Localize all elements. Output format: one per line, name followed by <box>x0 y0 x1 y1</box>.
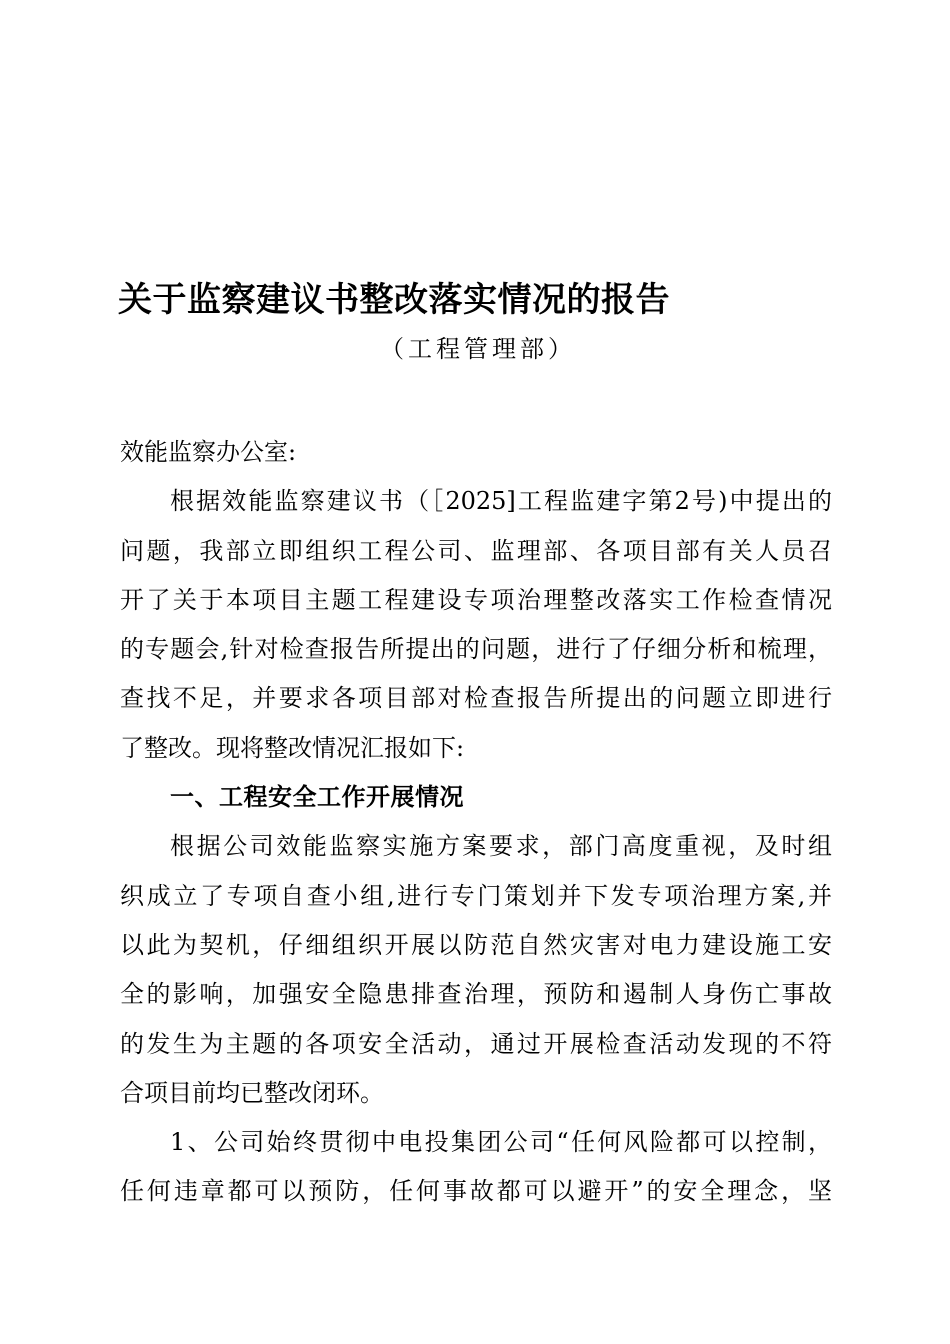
paragraph-line: 全的影响，加强安全隐患排查治理，预防和遏制人身伤亡事故 <box>120 980 832 1009</box>
document-subtitle: （工程管理部） <box>380 335 576 363</box>
paragraph-line: 根据公司效能监察实施方案要求，部门高度重视，及时组 <box>170 832 832 861</box>
salutation: 效能监察办公室: <box>120 438 297 466</box>
paragraph-line: 问题，我部立即组织工程公司、监理部、各项目部有关人员召 <box>120 536 832 565</box>
paragraph-line: 根据效能监察建议书（［2025]工程监建字第2号)中提出的 <box>170 487 832 516</box>
paragraph-line: 任何违章都可以预防，任何事故都可以避开”的安全理念，坚 <box>120 1177 832 1206</box>
paragraph-line: 的发生为主题的各项安全活动，通过开展检查活动发现的不符 <box>120 1029 832 1058</box>
paragraph-line: 的专题会,针对检查报告所提出的问题，进行了仔细分析和梳理， <box>120 635 832 664</box>
paragraph-line: 开了关于本项目主题工程建设专项治理整改落实工作检查情况 <box>120 585 832 614</box>
section-heading: 一、工程安全工作开展情况 <box>170 783 464 812</box>
paragraph-line: 合项目前均已整改闭环。 <box>120 1078 384 1107</box>
document-title: 关于监察建议书整改落实情况的报告 <box>118 280 670 320</box>
paragraph-line: 了整改。现将整改情况汇报如下: <box>120 733 465 762</box>
paragraph-line: 织成立了专项自查小组,进行专门策划并下发专项治理方案,并 <box>120 881 832 910</box>
paragraph-2 <box>120 822 832 1118</box>
paragraph-1 <box>120 477 832 773</box>
paragraph-line: 查找不足，并要求各项目部对检查报告所提出的问题立即进行 <box>120 684 832 713</box>
paragraph-line: 以此为契机，仔细组织开展以防范自然灾害对电力建设施工安 <box>120 930 832 959</box>
paragraph-line: 1、公司始终贯彻中电投集团公司“任何风险都可以控制， <box>170 1128 832 1157</box>
paragraph-3 <box>120 1118 832 1217</box>
document-body <box>120 428 832 1217</box>
